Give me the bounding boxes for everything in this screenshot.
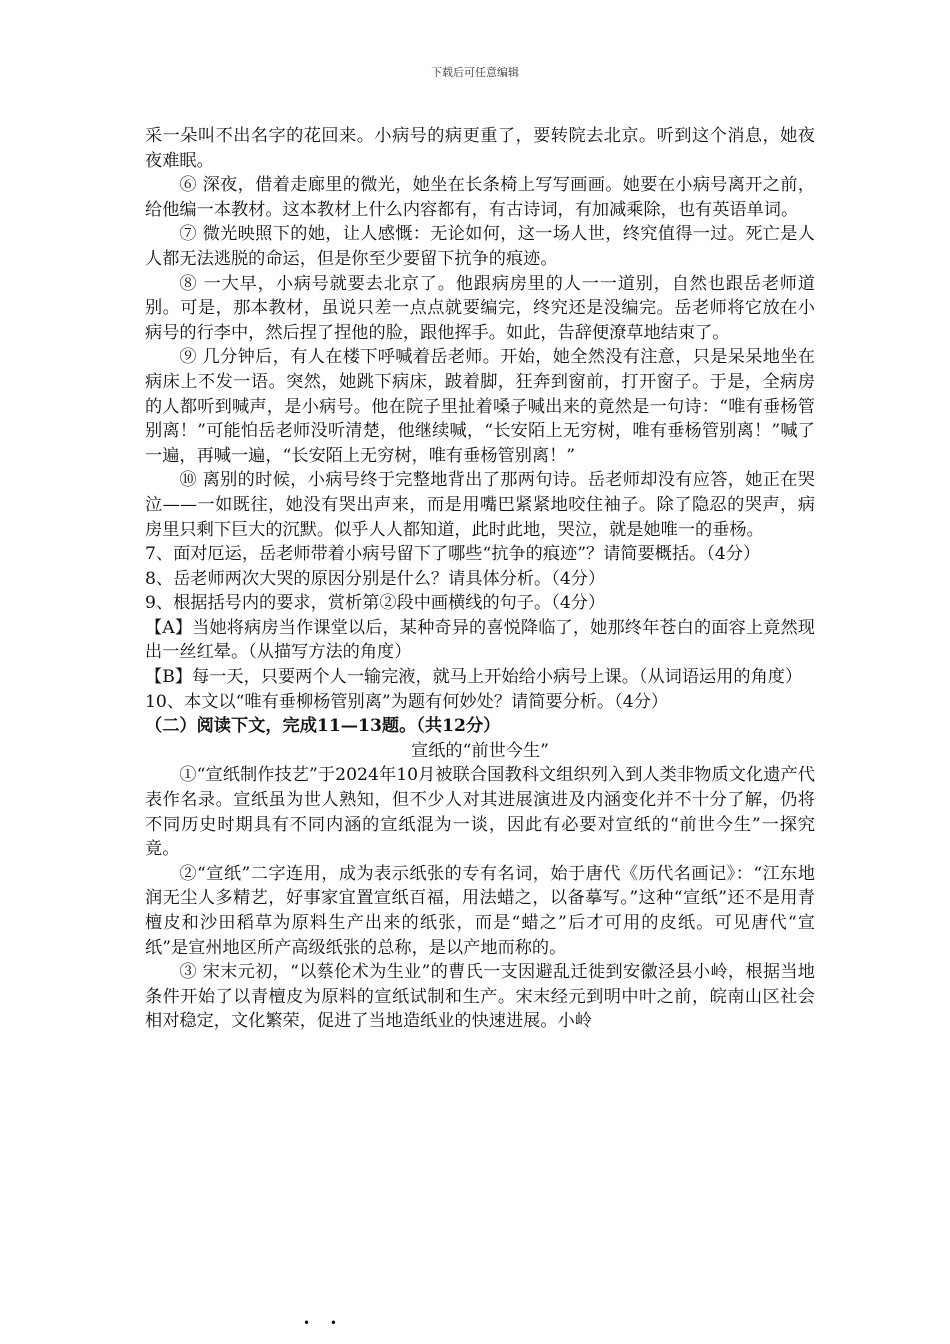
story-paragraph: ⑧ 一大早，小病号就要去北京了。他跟病房里的人一一道别，自然也跟岳老师道别。可是，那本教材，虽说只差一点点就要编完，终究还是没编完。岳老师将它放在小病号的行李中，然后捏了捏他的脸，跟他挥手。如此，告辞便潦草地结束了。 (145, 273, 815, 343)
emphasis-dots: • • (303, 1316, 345, 1330)
question-9-item-a: 【A】当她将病房当作课堂以后，某种奇异的喜悦降临了，她那终年苍白的面容上竟然现出一丝红晕。（从描写方法的角度） (145, 617, 815, 663)
story-paragraph: ⑥ 深夜，借着走廊里的微光，她坐在长条椅上写写画画。她要在小病号离开之前，给他编一本教材。这本教材上什么内容都有，有古诗词，有加减乘除，也有英语单词。 (145, 175, 815, 220)
document-body (145, 124, 815, 1034)
page-header: 下载后可任意编辑 (431, 66, 519, 79)
story-paragraph: 采一朵叫不出名字的花回来。小病号的病更重了，要转院去北京。听到这个消息，她夜夜难眠。 (145, 126, 815, 171)
question-9-item-b: 【B】每一天，只要两个人一输完液，就马上开始给小病号上课。（从词语运用的角度） (145, 667, 803, 688)
article-paragraph: ③ 宋末元初，“以蔡伦术为生业”的曹氏一支因避乱迁徙到安徽泾县小岭，根据当地条件开始了以青檀皮为原料的宣纸试制和生产。宋末经元到明中叶之前，皖南山区社会相对稳定，文化繁荣，促进了当地造纸业的快速进展。小岭 (145, 962, 815, 1032)
question-7: 7、面对厄运，岳老师带着小病号留下了哪些“抗争的痕迹”？请简要概括。（4分） (145, 544, 761, 565)
section-heading: （二）阅读下文，完成11—13题。（共12分） (145, 716, 501, 737)
question-9: 9、根据括号内的要求，赏析第②段中画横线的句子。（4分） (145, 593, 606, 614)
story-paragraph: ⑦ 微光映照下的她，让人感慨：无论如何，这一场人世，终究值得一过。死亡是人人都无法逃脱的命运，但是你至少要留下抗争的痕迹。 (145, 224, 815, 269)
story-paragraph: ⑩ 离别的时候，小病号终于完整地背出了那两句诗。岳老师却没有应答，她正在哭泣——一如既往，她没有哭出声来，而是用嘴巴紧紧地咬住袖子。除了隐忍的哭声，病房里只剩下巨大的沉默。似乎人人都知道，此时此地，哭泣，就是她唯一的垂杨。 (145, 470, 815, 540)
question-8: 8、岳老师两次大哭的原因分别是什么？请具体分析。（4分） (145, 568, 606, 589)
story-paragraph: ⑨ 几分钟后，有人在楼下呼喊着岳老师。开始，她全然没有注意，只是呆呆地坐在病床上不发一语。突然，她跳下病床，跛着脚，狂奔到窗前，打开窗子。于是，全病房的人都听到喊声，是小病号。他在院子里扯着嗓子喊出来的竟然是一句诗：“唯有垂杨管别离！”可能怕岳老师没听清楚，他继续喊，“长安陌上无穷树，唯有垂杨管别离！”喊了一遍，再喊一遍，“长安陌上无穷树，唯有垂杨管别离！” (145, 347, 815, 466)
question-10: 10、本文以“唯有垂柳杨管别离”为题有何妙处？请简要分析。（4分） (145, 691, 669, 712)
article-paragraph: ②“宣纸”二字连用，成为表示纸张的专有名词，始于唐代《历代名画记》：“江东地润无尘人多精艺，好事家宜置宣纸百福，用法蜡之，以备摹写。”这种“宣纸”还不是用青檀皮和沙田稻草为原料生产出来的纸张，而是“蜡之”后才可用的皮纸。可见唐代“宣纸”是宣州地区所产高级纸张的总称，是以产地而称的。 (145, 863, 815, 958)
article-paragraph: ①“宣纸制作技艺”于2024年10月被联合国教科文组织列入到人类非物质文化遗产代表作名录。宣纸虽为世人熟知，但不少人对其进展演进及内涵变化并不十分了解，仍将不同历史时期具有不同内涵的宣纸混为一谈，因此有必要对宣纸的“前世今生”一探究竟。 (145, 765, 815, 860)
article-title: 宣纸的“前世今生” (411, 740, 549, 761)
